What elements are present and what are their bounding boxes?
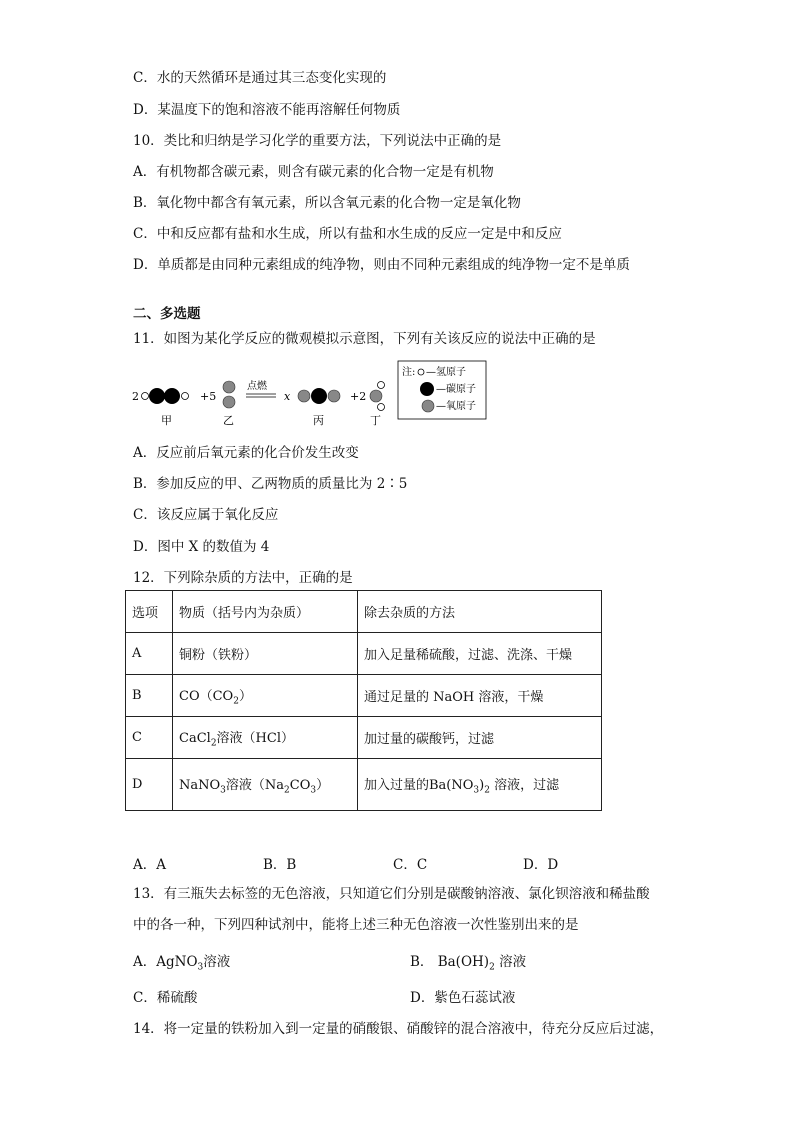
q11-option-c: C．该反应属于氧化反应 bbox=[133, 507, 279, 523]
q10-option-d: D．单质都是由同种元素组成的纯净物，则由不同种元素组成的纯净物一定不是单质 bbox=[133, 257, 630, 273]
header-method: 除去杂质的方法 bbox=[358, 591, 602, 633]
q10-stem: 10．类比和归纳是学习化学的重要方法，下列说法中正确的是 bbox=[133, 133, 502, 149]
row-method: 加入足量稀硫酸，过滤、洗涤、干燥 bbox=[358, 633, 602, 675]
label-bing: 丙 bbox=[313, 414, 324, 427]
c-atom bbox=[149, 388, 165, 404]
coef-yi: +5 bbox=[200, 390, 217, 403]
coef-bing: x bbox=[284, 390, 291, 403]
legend-h: —氢原子 bbox=[426, 367, 466, 378]
row-substance: CaCl$_2$溶液（HCl） bbox=[173, 717, 358, 759]
row-substance: 铜粉（铁粉） bbox=[173, 633, 358, 675]
row-option: C bbox=[126, 717, 173, 759]
choice-c: C．C bbox=[393, 857, 428, 873]
row-method: 通过足量的 NaOH 溶液，干燥 bbox=[358, 675, 602, 717]
q11-option-a: A．反应前后氧元素的化合价发生改变 bbox=[133, 445, 359, 461]
row-option: A bbox=[126, 633, 173, 675]
row-option: B bbox=[126, 675, 173, 717]
o-atom bbox=[223, 381, 235, 393]
legend-c: —碳原子 bbox=[436, 384, 476, 395]
coef-jia: 2 bbox=[132, 390, 139, 403]
header-substance: 物质（括号内为杂质） bbox=[173, 591, 358, 633]
c-atom bbox=[311, 388, 327, 404]
q11-stem: 11．如图为某化学反应的微观模拟示意图，下列有关该反应的说法中正确的是 bbox=[133, 331, 596, 347]
choice-a: A．A bbox=[133, 857, 166, 873]
row-option: D bbox=[126, 759, 173, 811]
coef-ding: +2 bbox=[350, 390, 367, 403]
table-row bbox=[126, 633, 602, 675]
reaction-diagram bbox=[130, 358, 490, 428]
table-row bbox=[126, 675, 602, 717]
legend-title: 注: bbox=[402, 367, 416, 378]
q12-stem: 12．下列除杂质的方法中，正确的是 bbox=[133, 570, 353, 586]
label-yi: 乙 bbox=[223, 414, 234, 427]
q10-option-a: A．有机物都含碳元素，则含有碳元素的化合物一定是有机物 bbox=[133, 164, 494, 180]
h-atom bbox=[142, 393, 149, 400]
q13-option-b: B． $Ba(OH)_2$ 溶液 bbox=[410, 954, 527, 973]
header-option: 选项 bbox=[126, 591, 173, 633]
condition: 点燃 bbox=[247, 381, 267, 392]
q13-option-c: C．稀硫酸 bbox=[133, 990, 198, 1006]
o-atom bbox=[298, 390, 310, 402]
q13-stem-line1: 13．有三瓶失去标签的无色溶液，只知道它们分别是碳酸钠溶液、氯化钡溶液和稀盐酸 bbox=[133, 886, 650, 902]
q13-stem-line2: 中的各一种，下列四种试剂中，能将上述三种无色溶液一次性鉴别出来的是 bbox=[133, 917, 579, 933]
q11-option-d: D．图中 X 的数值为 4 bbox=[133, 539, 270, 555]
q9-option-d: D．某温度下的饱和溶液不能再溶解任何物质 bbox=[133, 102, 401, 118]
o-atom bbox=[370, 390, 382, 402]
q12-choices bbox=[133, 853, 653, 873]
c-atom bbox=[164, 388, 180, 404]
o-atom bbox=[328, 390, 340, 402]
row-substance: $CO(CO_2)$ bbox=[173, 675, 358, 717]
q11-option-b: B．参加反应的甲、乙两物质的质量比为 2∶5 bbox=[133, 476, 408, 492]
section-heading: 二、多选题 bbox=[133, 306, 201, 322]
table-header-row bbox=[126, 591, 602, 633]
row-substance: NaNO$_3$溶液$(Na_2CO_3)$ bbox=[173, 759, 358, 811]
h-atom bbox=[378, 382, 385, 389]
o-atom bbox=[223, 396, 235, 408]
q13-option-a: A．AgNO$_3$溶液 bbox=[133, 954, 231, 973]
row-method: 加入过量的$Ba(NO_3)_2$ 溶液，过滤 bbox=[358, 759, 602, 811]
table-row bbox=[126, 759, 602, 811]
label-jia: 甲 bbox=[161, 414, 172, 427]
q10-option-b: B．氧化物中都含有氧元素，所以含氧元素的化合物一定是氧化物 bbox=[133, 195, 521, 211]
label-ding: 丁 bbox=[370, 414, 381, 427]
impurity-table bbox=[125, 590, 602, 811]
choice-d: D．D bbox=[523, 857, 559, 873]
q14-stem: 14．将一定量的铁粉加入到一定量的硝酸银、硝酸锌的混合溶液中，待充分反应后过滤， bbox=[133, 1021, 664, 1037]
choice-b: B．B bbox=[263, 857, 297, 873]
q13-option-d: D．紫色石蕊试液 bbox=[410, 990, 516, 1006]
h-atom bbox=[378, 404, 385, 411]
q9-option-c: C．水的天然循环是通过其三态变化实现的 bbox=[133, 70, 387, 86]
table-row bbox=[126, 717, 602, 759]
q10-option-c: C．中和反应都有盐和水生成，所以有盐和水生成的反应一定是中和反应 bbox=[133, 226, 562, 242]
h-atom bbox=[182, 393, 189, 400]
legend-o: —氧原子 bbox=[436, 401, 476, 412]
row-method: 加过量的碳酸钙，过滤 bbox=[358, 717, 602, 759]
